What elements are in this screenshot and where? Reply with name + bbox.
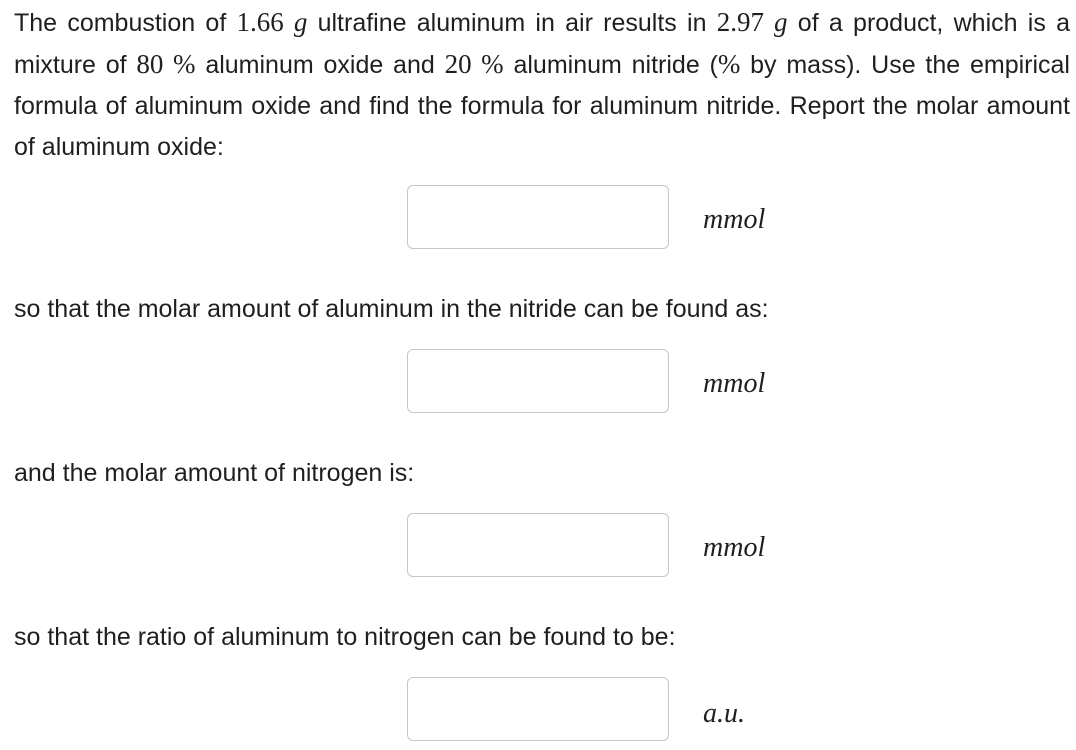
aluminum-oxide-answer-input[interactable] (407, 185, 669, 249)
ratio-answer-input[interactable] (407, 677, 669, 741)
question-text-4: aluminum oxide and (195, 51, 445, 79)
nitrogen-prompt: and the molar amount of nitrogen is: (14, 459, 415, 487)
question-text-5: aluminum nitride ( (503, 51, 718, 79)
ratio-unit: a.u. (703, 698, 745, 729)
question-text (14, 2, 1070, 168)
nitride-percent-value: 20 % (444, 49, 504, 79)
product-mass-value: 2.97 g (716, 7, 788, 37)
oxide-percent-value: 80 % (136, 49, 196, 79)
nitrogen-answer-input[interactable] (407, 513, 669, 577)
aluminum-in-nitride-unit: mmol (703, 368, 766, 399)
question-text-3: of a product, which is a mixture of (14, 9, 1070, 79)
nitrogen-unit: mmol (703, 532, 766, 563)
question-text-2: ultrafine aluminum in air results in (307, 9, 717, 37)
percent-symbol: % (717, 49, 741, 79)
question-text-1: The combustion of (14, 9, 237, 37)
aluminum-oxide-unit: mmol (703, 204, 766, 235)
question-text-6: by mass). Use the empirical formula of aluminum oxide and find the formula for aluminum nitride. Report the molar amount of aluminum oxide: (14, 51, 1070, 161)
aluminum-mass-value: 1.66 g (236, 7, 308, 37)
ratio-prompt: so that the ratio of aluminum to nitrogen can be found to be: (14, 623, 676, 651)
aluminum-in-nitride-prompt: so that the molar amount of aluminum in the nitride can be found as: (14, 295, 769, 323)
aluminum-in-nitride-answer-input[interactable] (407, 349, 669, 413)
